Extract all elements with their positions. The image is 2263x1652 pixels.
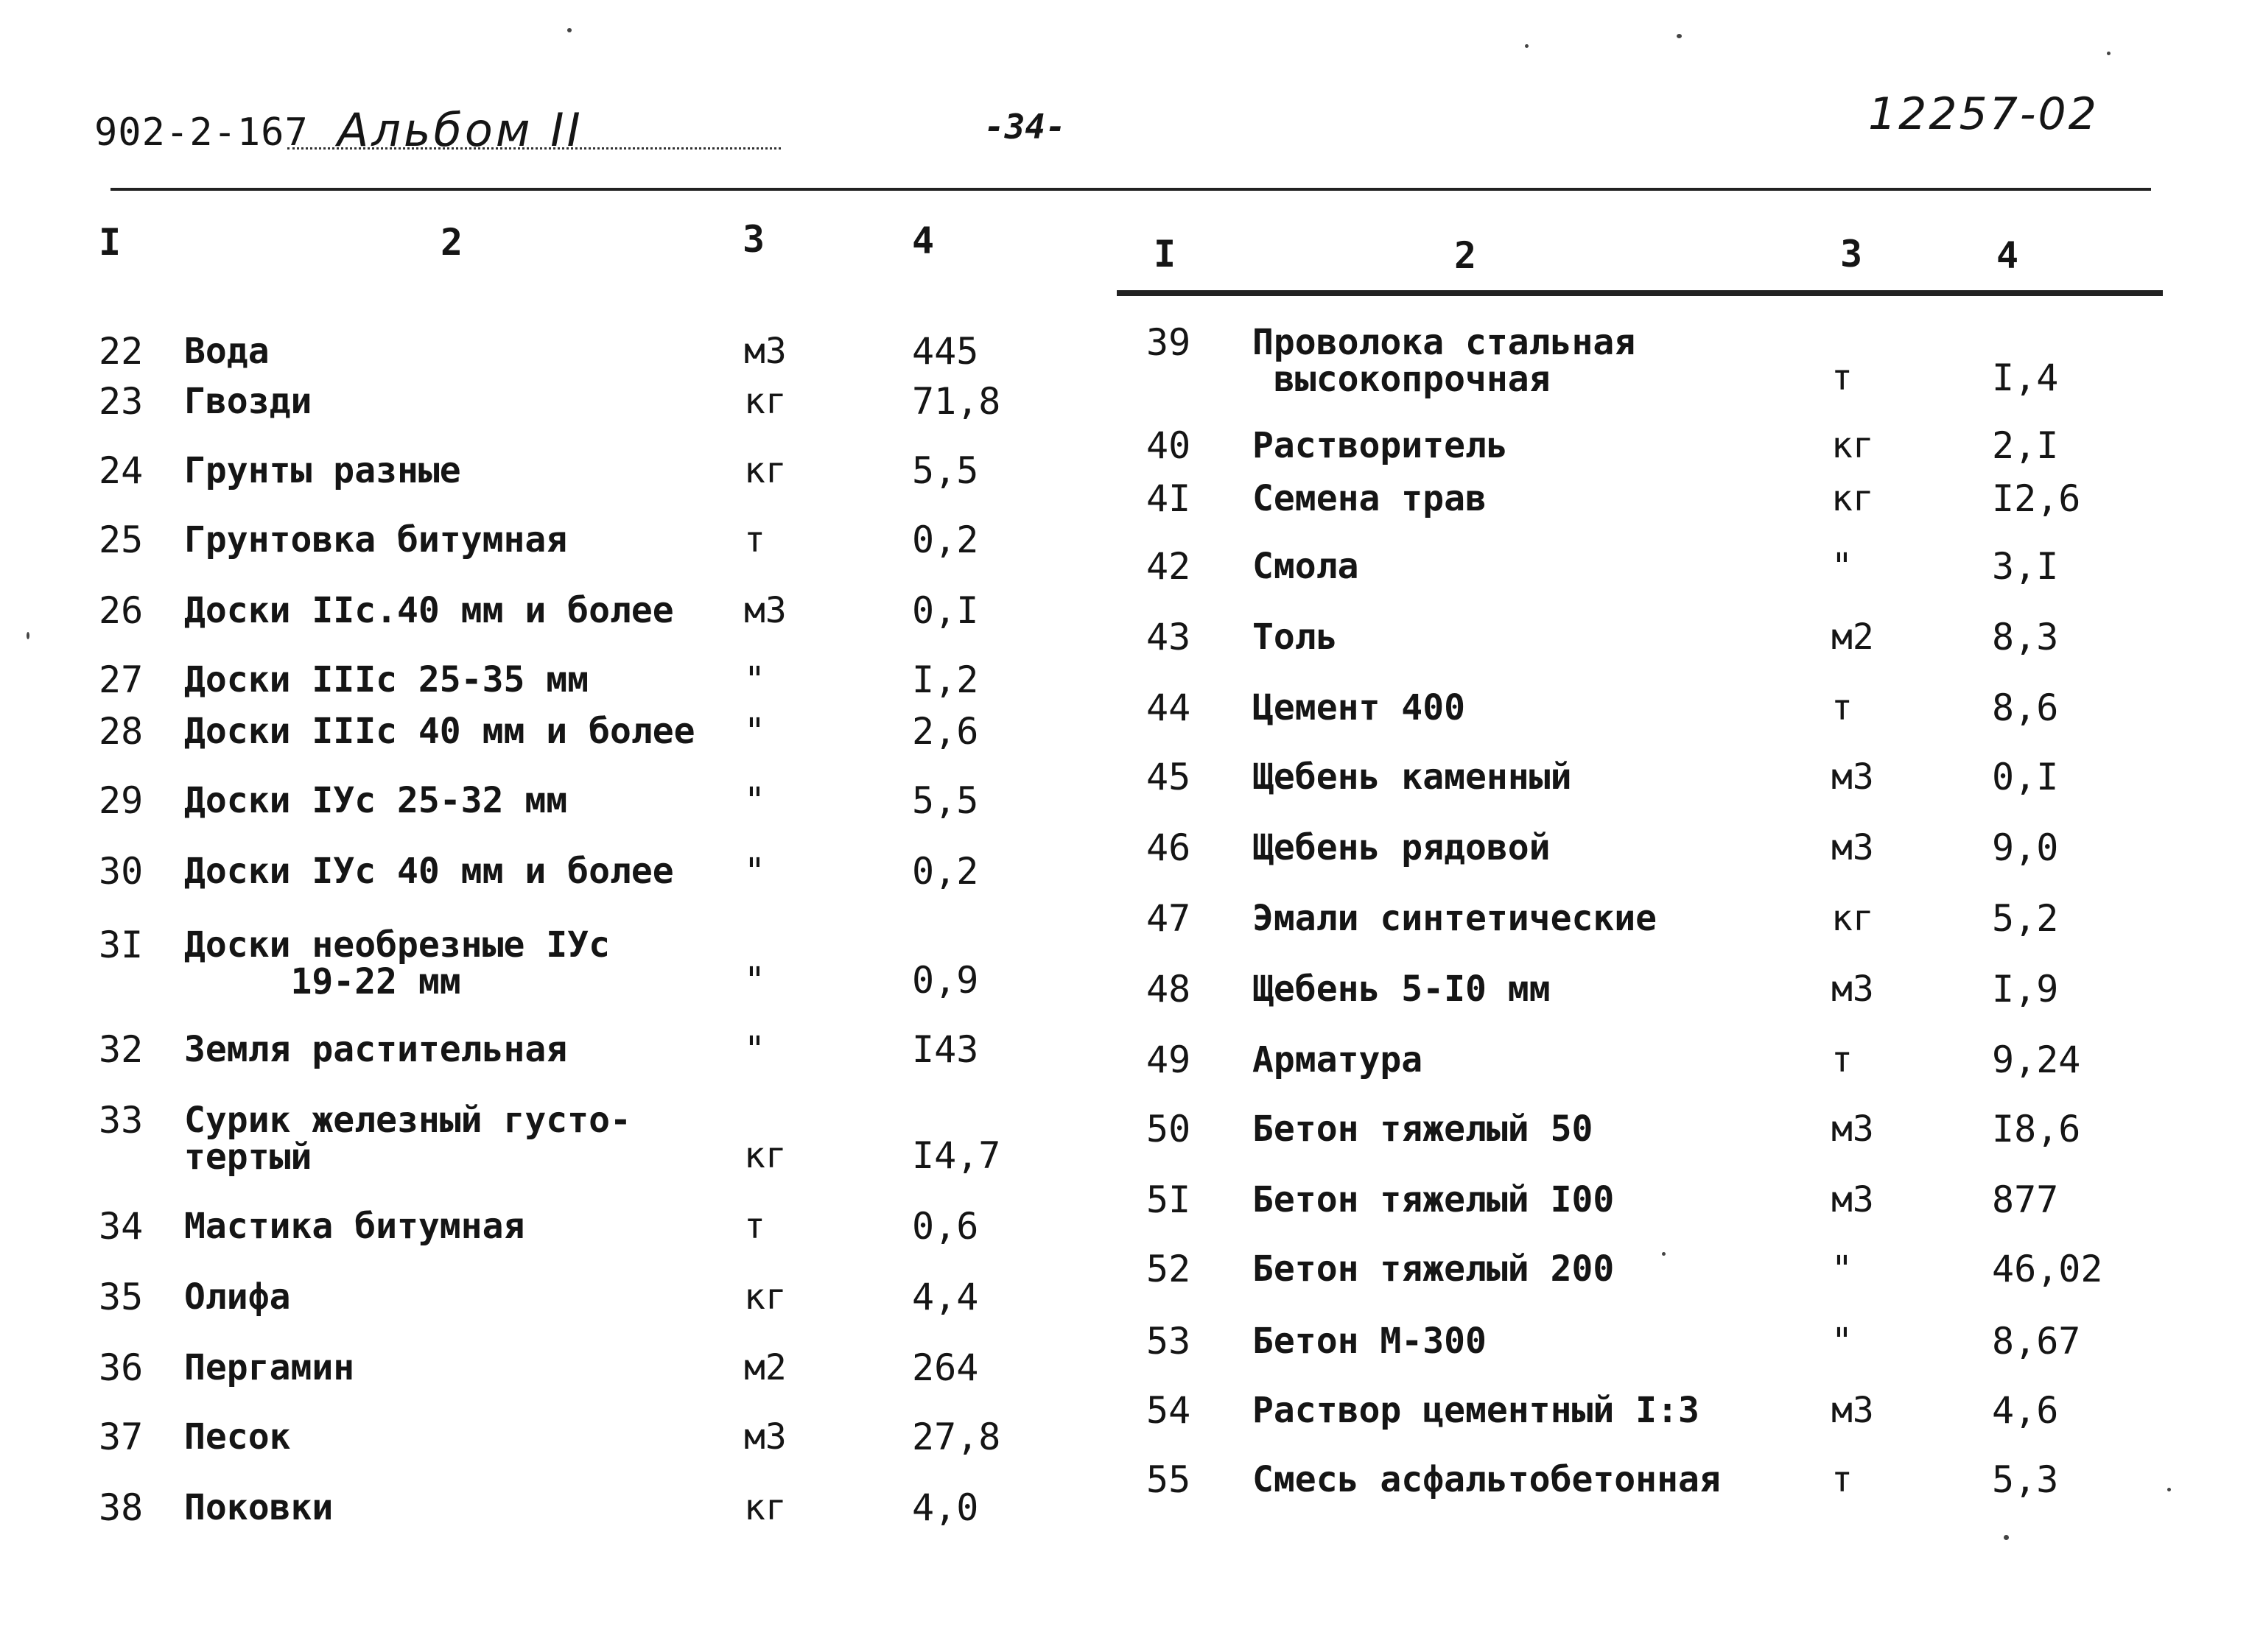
- left-row-no: 22: [99, 330, 144, 373]
- right-row-no: 46: [1146, 826, 1191, 869]
- right-row-qty: 2,I: [1992, 424, 2059, 467]
- left-row-name: Доски IIс.40 мм и более: [184, 590, 674, 631]
- right-row-unit: ": [1831, 546, 1853, 587]
- right-row-name: Арматура: [1252, 1039, 1423, 1080]
- col-header-no-right: I: [1154, 233, 1176, 275]
- right-row-unit: кг: [1831, 425, 1874, 466]
- right-row-name: Эмали синтетические: [1252, 898, 1657, 939]
- left-row-no: 27: [99, 658, 144, 701]
- left-row-name: Песок: [184, 1416, 291, 1458]
- right-row-name: Раствор цементный I:3: [1252, 1390, 1699, 1431]
- right-row-name: Бетон М-300: [1252, 1321, 1487, 1362]
- left-row-qty: 264: [912, 1346, 979, 1389]
- right-row-qty: 3,I: [1992, 545, 2059, 588]
- right-row-unit: м3: [1831, 1390, 1874, 1431]
- right-row-name: Щебень рядовой: [1252, 827, 1551, 868]
- right-row-unit: кг: [1831, 898, 1874, 939]
- right-row-no: 47: [1146, 897, 1191, 940]
- left-row-name: Доски необрезные IУс 19-22 мм: [184, 924, 610, 1002]
- left-row-no: 28: [99, 710, 144, 753]
- scan-speck: [1677, 34, 1682, 38]
- left-row-qty: 27,8: [912, 1416, 1001, 1458]
- left-row-no: 29: [99, 779, 144, 822]
- right-row-name: Смесь асфальтобетонная: [1252, 1459, 1721, 1500]
- right-row-qty: I2,6: [1992, 477, 2081, 520]
- right-row-name: Растворитель: [1252, 425, 1508, 466]
- left-row-unit: кг: [744, 1487, 787, 1528]
- left-row-name: Доски IIIс 40 мм и более: [184, 711, 695, 752]
- left-row-no: 37: [99, 1416, 144, 1458]
- left-row-name: Олифа: [184, 1276, 291, 1318]
- left-row-unit: ": [744, 851, 765, 892]
- right-row-qty: 877: [1992, 1178, 2059, 1221]
- right-row-qty: 0,I: [1992, 756, 2059, 798]
- left-row-unit: м3: [744, 1416, 787, 1458]
- right-row-qty: I,4: [1992, 356, 2059, 399]
- left-row-unit: т: [744, 1206, 765, 1247]
- right-row-name: Щебень 5-I0 мм: [1252, 969, 1551, 1010]
- right-row-unit: т: [1831, 1039, 1853, 1080]
- right-row-unit: м3: [1831, 1108, 1874, 1150]
- right-row-unit: м3: [1831, 827, 1874, 868]
- left-row-qty: 5,5: [912, 449, 979, 492]
- right-row-no: 45: [1146, 756, 1191, 798]
- left-row-name: Пергамин: [184, 1347, 355, 1388]
- left-row-name: Вода: [184, 331, 270, 372]
- left-row-name: Поковки: [184, 1487, 334, 1528]
- left-row-name: Доски IУс 25-32 мм: [184, 780, 568, 821]
- scan-speck: [2167, 1488, 2171, 1491]
- right-row-no: 52: [1146, 1248, 1191, 1290]
- right-row-name: Бетон тяжелый 50: [1252, 1108, 1593, 1150]
- left-row-qty: 71,8: [912, 380, 1001, 423]
- left-row-no: 26: [99, 589, 144, 632]
- left-row-qty: I43: [912, 1028, 979, 1071]
- left-row-unit: кг: [744, 450, 787, 491]
- left-row-name: Доски IIIс 25-35 мм: [184, 659, 589, 700]
- left-row-unit: м2: [744, 1347, 787, 1388]
- right-row-unit: м3: [1831, 1179, 1874, 1220]
- col-header-unit-right: 3: [1840, 233, 1863, 275]
- right-row-unit: ": [1831, 1321, 1853, 1362]
- left-row-qty: 445: [912, 330, 979, 373]
- left-row-unit: м3: [744, 331, 787, 372]
- right-row-unit: кг: [1831, 478, 1874, 519]
- left-row-qty: I,2: [912, 658, 979, 701]
- right-row-unit: т: [1831, 1459, 1853, 1500]
- right-row-qty: I8,6: [1992, 1108, 2081, 1150]
- left-row-unit: ": [744, 960, 765, 1001]
- right-row-unit: т: [1831, 357, 1853, 398]
- left-row-qty: 0,2: [912, 850, 979, 893]
- left-row-no: 38: [99, 1486, 144, 1529]
- left-row-qty: 0,6: [912, 1205, 979, 1248]
- page-number: -34-: [984, 107, 1066, 147]
- right-row-qty: I,9: [1992, 968, 2059, 1010]
- right-row-qty: 4,6: [1992, 1389, 2059, 1432]
- document-code: 902-2-167: [94, 110, 309, 155]
- left-row-qty: 4,0: [912, 1486, 979, 1529]
- left-row-qty: 0,I: [912, 589, 979, 632]
- top-rule: [110, 188, 2151, 191]
- col-header-no-left: I: [99, 221, 122, 264]
- left-row-no: 30: [99, 850, 144, 893]
- right-row-no: 4I: [1146, 477, 1191, 520]
- left-row-name: Мастика битумная: [184, 1206, 525, 1247]
- scan-speck: [27, 632, 29, 639]
- col-header-unit-left: 3: [743, 218, 765, 261]
- right-row-unit: м2: [1831, 616, 1874, 658]
- left-row-no: 3I: [99, 924, 144, 966]
- album-label: Альбом II: [337, 103, 583, 157]
- left-row-no: 23: [99, 380, 144, 423]
- left-row-unit: ": [744, 1029, 765, 1070]
- left-row-qty: 2,6: [912, 710, 979, 753]
- right-row-qty: 9,0: [1992, 826, 2059, 869]
- right-row-no: 55: [1146, 1458, 1191, 1501]
- right-row-no: 50: [1146, 1108, 1191, 1150]
- right-row-no: 42: [1146, 545, 1191, 588]
- right-row-no: 44: [1146, 686, 1191, 729]
- scan-speck: [1525, 44, 1529, 48]
- col-header-qty-right: 4: [1996, 234, 2019, 277]
- left-row-unit: ": [744, 659, 765, 700]
- right-row-unit: м3: [1831, 969, 1874, 1010]
- right-row-no: 40: [1146, 424, 1191, 467]
- right-row-unit: ": [1831, 1248, 1853, 1290]
- left-row-unit: кг: [744, 1135, 787, 1176]
- inventory-number: 12257-02: [1868, 88, 2099, 140]
- right-row-qty: 8,67: [1992, 1320, 2081, 1363]
- col-header-name-left: 2: [441, 221, 463, 264]
- left-row-no: 25: [99, 519, 144, 561]
- scan-speck: [1662, 1252, 1666, 1256]
- col-header-qty-left: 4: [912, 219, 935, 262]
- left-row-no: 33: [99, 1099, 144, 1142]
- scan-speck: [2107, 52, 2111, 55]
- left-row-qty: 5,5: [912, 779, 979, 822]
- left-row-qty: 4,4: [912, 1276, 979, 1318]
- left-row-unit: ": [744, 711, 765, 752]
- right-row-qty: 5,2: [1992, 897, 2059, 940]
- right-row-name: Семена трав: [1252, 478, 1487, 519]
- left-row-no: 35: [99, 1276, 144, 1318]
- left-row-no: 24: [99, 449, 144, 492]
- right-row-name: Цемент 400: [1252, 687, 1465, 728]
- right-row-name: Проволока стальная высокопрочная: [1252, 322, 1636, 400]
- right-row-qty: 5,3: [1992, 1458, 2059, 1501]
- right-row-no: 5I: [1146, 1178, 1191, 1221]
- right-row-qty: 9,24: [1992, 1038, 2081, 1081]
- left-row-unit: кг: [744, 1276, 787, 1318]
- right-row-name: Щебень каменный: [1252, 756, 1572, 798]
- left-row-qty: 0,2: [912, 519, 979, 561]
- left-row-unit: т: [744, 519, 765, 560]
- right-row-name: Бетон тяжелый 200: [1252, 1248, 1615, 1290]
- left-row-qty: I4,7: [912, 1134, 1001, 1177]
- dotted-line: [287, 147, 781, 150]
- right-row-no: 49: [1146, 1038, 1191, 1081]
- right-row-no: 39: [1146, 321, 1191, 364]
- header-rule: [1117, 290, 2163, 296]
- left-row-name: Доски IУс 40 мм и более: [184, 851, 674, 892]
- left-row-name: Грунтовка битумная: [184, 519, 568, 560]
- left-row-name: Сурик железный густо- тертый: [184, 1100, 631, 1178]
- right-row-no: 48: [1146, 968, 1191, 1010]
- right-row-no: 53: [1146, 1320, 1191, 1363]
- left-row-no: 36: [99, 1346, 144, 1389]
- left-row-unit: кг: [744, 381, 787, 422]
- right-row-no: 43: [1146, 616, 1191, 658]
- right-row-unit: м3: [1831, 756, 1874, 798]
- left-row-name: Гвозди: [184, 381, 312, 422]
- right-row-qty: 46,02: [1992, 1248, 2103, 1290]
- left-row-qty: 0,9: [912, 959, 979, 1002]
- left-row-unit: ": [744, 780, 765, 821]
- left-row-name: Грунты разные: [184, 450, 461, 491]
- right-row-name: Бетон тяжелый I00: [1252, 1179, 1615, 1220]
- left-row-no: 32: [99, 1028, 144, 1071]
- left-row-unit: м3: [744, 590, 787, 631]
- right-row-name: Смола: [1252, 546, 1359, 587]
- col-header-name-right: 2: [1454, 234, 1477, 277]
- left-row-no: 34: [99, 1205, 144, 1248]
- scan-speck: [2004, 1535, 2009, 1540]
- right-row-name: Толь: [1252, 616, 1338, 658]
- right-row-qty: 8,6: [1992, 686, 2059, 729]
- right-row-no: 54: [1146, 1389, 1191, 1432]
- scan-speck: [567, 28, 572, 32]
- left-row-name: Земля растительная: [184, 1029, 568, 1070]
- right-row-unit: т: [1831, 687, 1853, 728]
- right-row-qty: 8,3: [1992, 616, 2059, 658]
